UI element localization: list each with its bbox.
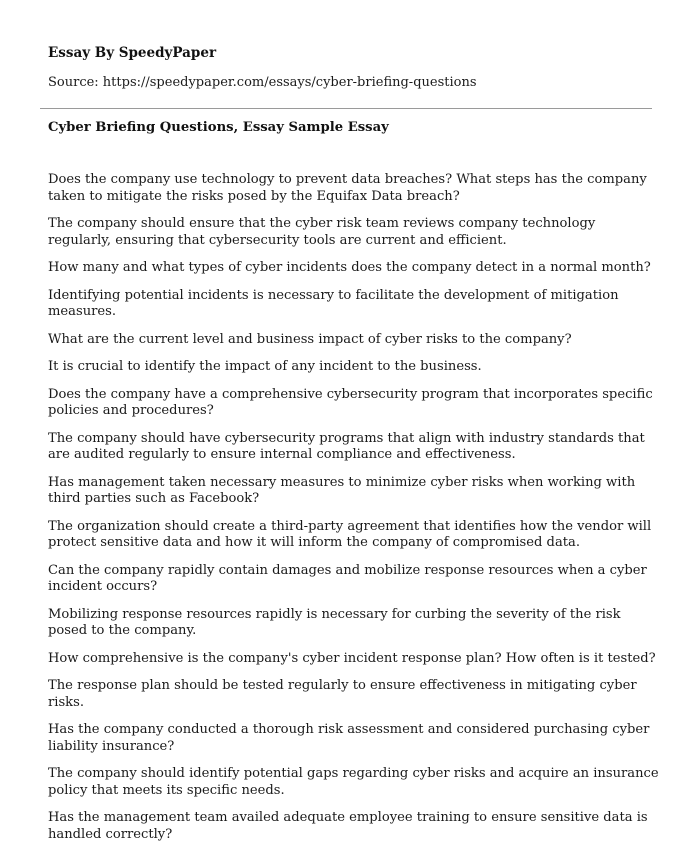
essay-paragraph: Has management taken necessary measures to minimize cyber risks when working with third parties such as Facebook? <box>48 474 636 506</box>
essay-paragraph: The company should identify potential gaps regarding cyber risks and acquire an insurance policy that meets its specific needs. <box>48 766 659 798</box>
document-title: Essay By SpeedyPaper <box>48 45 217 61</box>
essay-paragraph: The company should have cybersecurity programs that align with industry standards that are audited regularly to ensure internal compliance and effectiveness. <box>48 430 645 462</box>
essay-paragraph: The organization should create a third-party agreement that identifies how the vendor will protect sensitive data and how it will inform the company of compromised data. <box>48 518 652 550</box>
header-divider <box>40 108 652 109</box>
essay-paragraph: The company should ensure that the cyber risk team reviews company technology regularly, ensuring that cybersecurity tools are current and efficient. <box>48 216 596 248</box>
essay-paragraph: What are the current level and business impact of cyber risks to the company? <box>48 331 572 347</box>
essay-paragraph: Mobilizing response resources rapidly is necessary for curbing the severity of the risk posed to the company. <box>48 606 621 638</box>
essay-paragraph: Can the company rapidly contain damages and mobilize response resources when a cyber incident occurs? <box>48 562 647 594</box>
essay-paragraph: Does the company have a comprehensive cybersecurity program that incorporates specific policies and procedures? <box>48 386 653 418</box>
essay-paragraph: Identifying potential incidents is necessary to facilitate the development of mitigation measures. <box>48 287 619 319</box>
document-source: Source: https://speedypaper.com/essays/cyber-briefing-questions <box>48 75 477 90</box>
essay-paragraph: Has the management team availed adequate employee training to ensure sensitive data is handled correctly? <box>48 810 648 842</box>
essay-paragraph: How many and what types of cyber incidents does the company detect in a normal month? <box>48 260 651 275</box>
essay-paragraph: How comprehensive is the company's cyber incident response plan? How often is it tested? <box>48 650 656 666</box>
document-header <box>48 44 658 92</box>
essay-paragraph: The response plan should be tested regularly to ensure effectiveness in mitigating cyber risks. <box>48 678 637 710</box>
essay-paragraph: Has the company conducted a thorough risk assessment and considered purchasing cyber liability insurance? <box>48 722 650 754</box>
essay-paragraph: Does the company use technology to prevent data breaches? What steps has the company taken to mitigate the risks posed by the Equifax Data breach? <box>48 172 647 204</box>
essay-title: Cyber Briefing Questions, Essay Sample Essay <box>48 120 389 135</box>
essay-body <box>48 172 660 854</box>
essay-paragraph: It is crucial to identify the impact of any incident to the business. <box>48 359 482 374</box>
